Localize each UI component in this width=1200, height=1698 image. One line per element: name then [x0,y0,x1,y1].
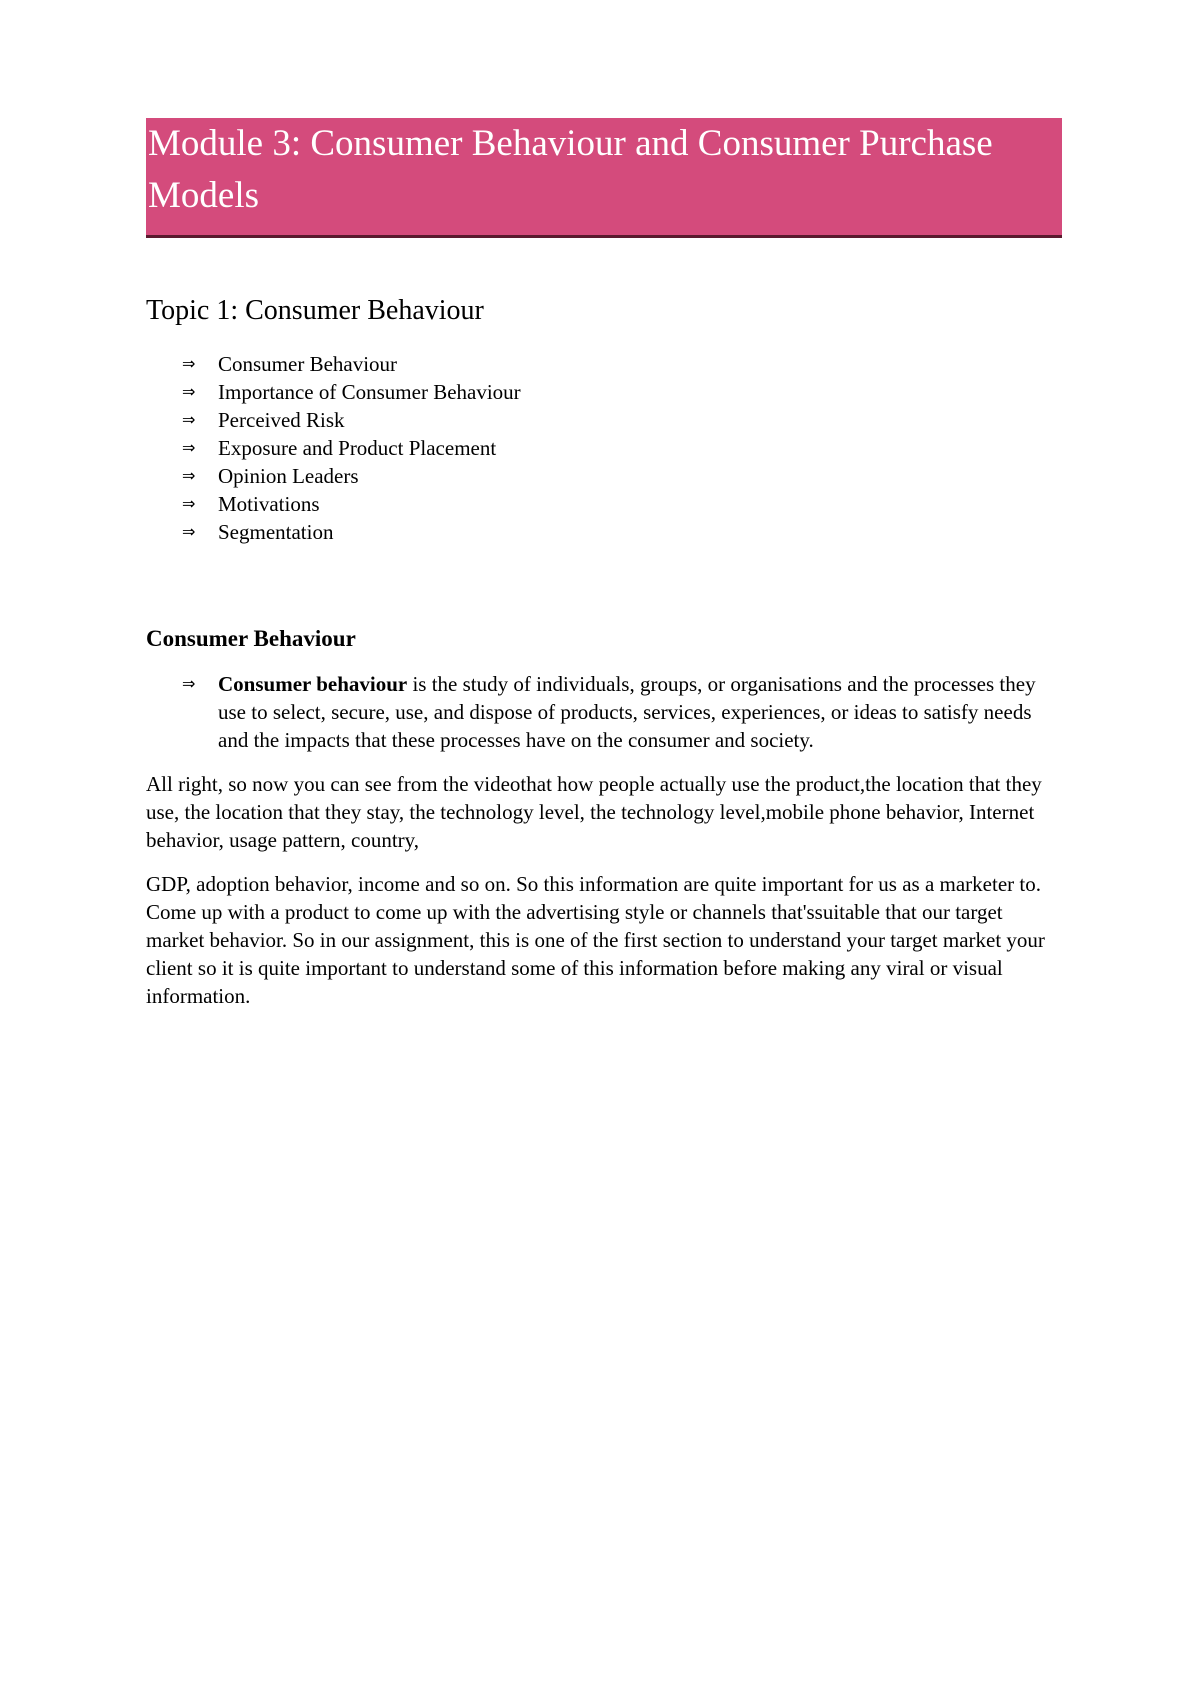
body-paragraph: GDP, adoption behavior, income and so on. So this information are quite important for us as a marketer to. Come up with a product to come up with the advertising style or channels that'ssuitable that our target market behavior. So in our assignment, this is one of the first section to understand your target market your client so it is quite important to understand some of this information before making any viral or visual information. [146,872,1045,1008]
definition-term: Consumer behaviour [218,672,408,696]
arrow-icon: ⇒ [182,674,196,693]
list-item: ⇒ Perceived Risk [182,408,345,432]
list-item: ⇒ Opinion Leaders [182,464,359,488]
document-page [146,118,1062,1010]
arrow-icon: ⇒ [182,522,196,541]
topic-list [146,350,1062,546]
arrow-icon: ⇒ [182,382,196,401]
topic-heading: Topic 1: Consumer Behaviour [146,295,484,326]
body-paragraph: All right, so now you can see from the videothat how people actually use the product,the location that they use, the location that they stay, the technology level, the technology level,mobile phone behavior, Internet behavior, usage pattern, country, [146,772,1042,852]
module-title-banner [146,118,1062,238]
definition-text: is the study of individuals, groups, or organisations and the processes they use to select, secure, use, and dispose of products, services, experiences, or ideas to satisfy needs and the impacts that these processes have on the consumer and society. [218,672,1036,752]
list-item: ⇒ Segmentation [182,520,334,544]
arrow-icon: ⇒ [182,466,196,485]
arrow-icon: ⇒ [182,410,196,429]
arrow-icon: ⇒ [182,494,196,513]
arrow-icon: ⇒ [182,438,196,457]
list-item: ⇒ Consumer Behaviour [182,352,398,376]
definition-list [146,670,1062,754]
definition-item [182,670,1062,754]
section-heading: Consumer Behaviour [146,626,356,651]
arrow-icon: ⇒ [182,354,196,373]
module-title: Module 3: Consumer Behaviour and Consumer Purchase Models [148,123,993,216]
list-item: ⇒ Importance of Consumer Behaviour [182,380,521,404]
list-item: ⇒ Motivations [182,492,320,516]
list-item: ⇒ Exposure and Product Placement [182,436,497,460]
